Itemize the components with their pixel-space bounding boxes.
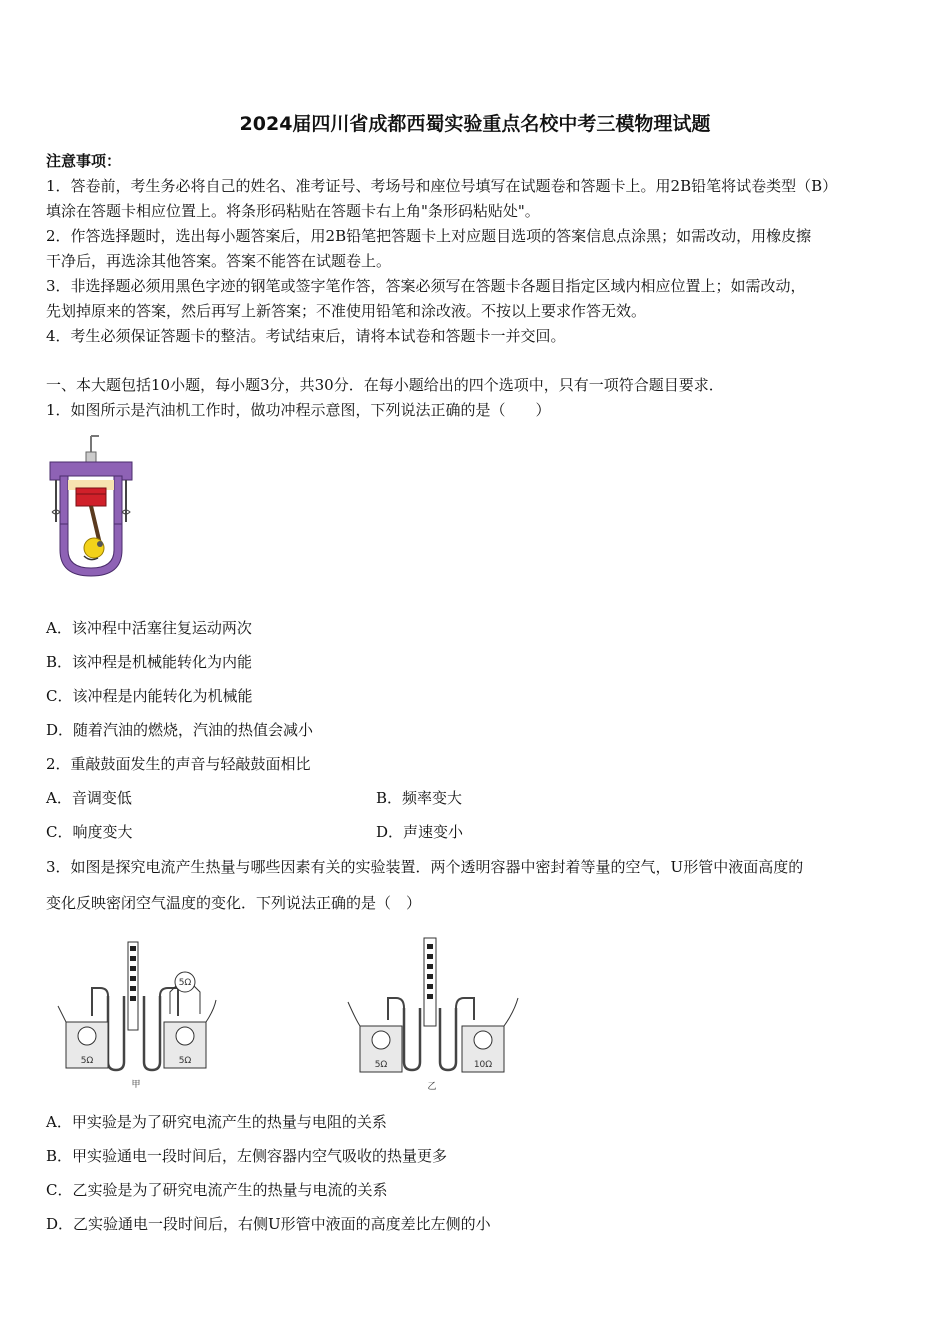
u-tube-right bbox=[144, 996, 160, 1070]
q3-stem-line2: 变化反映密闭空气温度的变化．下列说法正确的是（ ） bbox=[46, 894, 422, 912]
q1-option-b: B．该冲程是机械能转化为内能 bbox=[46, 653, 253, 671]
q2-option-c: C．响度变大 bbox=[46, 823, 133, 841]
q1-option-c: C．该冲程是内能转化为机械能 bbox=[46, 687, 253, 705]
notice-line: 干净后，再选涂其他答案。答案不能答在试题卷上。 bbox=[46, 252, 392, 270]
notice-line: 4．考生必须保证答题卡的整洁。考试结束后，请将本试卷和答题卡一并交回。 bbox=[46, 327, 566, 345]
page-title: 2024届四川省成都西蜀实验重点名校中考三模物理试题 bbox=[239, 113, 711, 135]
piston bbox=[76, 488, 106, 506]
right-resistor-label: 5Ω bbox=[178, 1056, 192, 1066]
q1-option-d: D．随着汽油的燃烧，汽油的热值会减小 bbox=[46, 721, 314, 739]
right-resistor-label: 10Ω bbox=[473, 1060, 493, 1070]
q1-option-a: A．该冲程中活塞往复运动两次 bbox=[46, 619, 252, 637]
q2-option-d: D．声速变小 bbox=[376, 823, 464, 841]
scale-ruler bbox=[424, 938, 436, 1026]
q3-option-d: D．乙实验通电一段时间后，右侧U形管中液面的高度差比左侧的小 bbox=[46, 1215, 491, 1233]
notice-heading: 注意事项： bbox=[46, 152, 122, 170]
q3-stem-line1: 3．如图是探究电流产生热量与哪些因素有关的实验装置．两个透明容器中密封着等量的空气，U形管中液面高度的 bbox=[46, 858, 804, 876]
notice-line: 1．答卷前，考生务必将自己的姓名、准考证号、考场号和座位号填写在试题卷和答题卡上。用2B铅笔将试卷类型（B） bbox=[46, 177, 838, 195]
q1-stem: 1．如图所示是汽油机工作时，做功冲程示意图，下列说法正确的是（ ） bbox=[46, 401, 551, 419]
cylinder-wall-left bbox=[60, 476, 68, 524]
figure-yi bbox=[342, 936, 526, 1092]
left-resistor-label: 5Ω bbox=[80, 1056, 94, 1066]
figure-jia bbox=[52, 936, 222, 1092]
q3-option-b: B．甲实验通电一段时间后，左侧容器内空气吸收的热量更多 bbox=[46, 1147, 448, 1165]
engine-figure bbox=[44, 432, 138, 582]
cylinder-wall-right bbox=[114, 476, 122, 524]
figure-caption: 甲 bbox=[131, 1080, 141, 1090]
figure-caption: 乙 bbox=[427, 1082, 437, 1092]
notice-line: 3．非选择题必须用黑色字迹的钢笔或签字笔作答，答案必须写在答题卡各题目指定区域内相应位置上；如需改动， bbox=[46, 277, 806, 295]
u-tube-left bbox=[404, 1008, 420, 1070]
crankshaft bbox=[84, 538, 104, 558]
notice-line: 先划掉原来的答案，然后再写上新答案；不准使用铅笔和涂改液。不按以上要求作答无效。 bbox=[46, 302, 647, 320]
notice-line: 2．作答选择题时，选出每小题答案后，用2B铅笔把答题卡上对应题目选项的答案信息点涂黑；如需改动，用橡皮擦 bbox=[46, 227, 812, 245]
q3-option-c: C．乙实验是为了研究电流产生的热量与电流的关系 bbox=[46, 1181, 388, 1199]
u-tube-right bbox=[440, 1008, 456, 1070]
parallel-resistor-label: 5Ω bbox=[178, 978, 192, 988]
u-tube-left bbox=[108, 996, 124, 1070]
q2-option-a: A．音调变低 bbox=[46, 789, 132, 807]
left-resistor-label: 5Ω bbox=[374, 1060, 388, 1070]
q3-option-a: A．甲实验是为了研究电流产生的热量与电阻的关系 bbox=[46, 1113, 387, 1131]
q2-option-b: B．频率变大 bbox=[376, 789, 463, 807]
notice-line: 填涂在答题卡相应位置上。将条形码粘贴在答题卡右上角"条形码粘贴处"。 bbox=[46, 202, 540, 220]
section-heading: 一、本大题包括10小题，每小题3分，共30分．在每小题给出的四个选项中，只有一项符合题目要求． bbox=[46, 376, 724, 394]
q2-stem: 2．重敲鼓面发生的声音与轻敲鼓面相比 bbox=[46, 755, 311, 773]
